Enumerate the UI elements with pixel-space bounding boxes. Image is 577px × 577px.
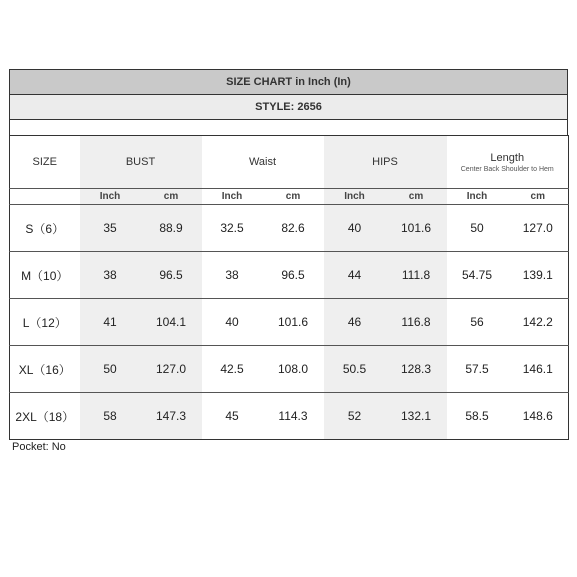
length-inch-cell: 54.75 <box>447 252 508 299</box>
length-cm-cell: 146.1 <box>508 346 569 393</box>
unit-label: cm <box>386 189 447 205</box>
length-inch-cell: 58.5 <box>447 393 508 440</box>
chart-title: SIZE CHART in Inch (In) <box>9 69 568 94</box>
table-row <box>10 205 569 252</box>
unit-label: cm <box>141 189 202 205</box>
waist-inch-cell: 40 <box>202 299 263 346</box>
table-row <box>10 393 569 440</box>
waist-inch-cell: 42.5 <box>202 346 263 393</box>
length-label: Length <box>490 151 525 164</box>
units-row <box>10 189 569 205</box>
bust-cm-cell: 96.5 <box>141 252 202 299</box>
unit-label: cm <box>263 189 324 205</box>
hips-inch-cell: 44 <box>324 252 386 299</box>
size-table <box>9 135 569 440</box>
size-cell: S（6） <box>10 205 80 252</box>
hips-inch-cell: 52 <box>324 393 386 440</box>
style-label: STYLE: 2656 <box>9 94 568 119</box>
table-row <box>10 299 569 346</box>
hips-header: HIPS <box>324 136 447 189</box>
spacer-row <box>9 119 568 135</box>
bust-cm-cell: 104.1 <box>141 299 202 346</box>
units-blank <box>10 189 80 205</box>
table-row <box>10 346 569 393</box>
bust-header: BUST <box>80 136 202 189</box>
waist-cm-cell: 82.6 <box>263 205 324 252</box>
bust-inch-cell: 41 <box>80 299 141 346</box>
length-cm-cell: 139.1 <box>508 252 569 299</box>
length-inch-cell: 56 <box>447 299 508 346</box>
bust-inch-cell: 38 <box>80 252 141 299</box>
size-cell: L（12） <box>10 299 80 346</box>
length-cm-cell: 142.2 <box>508 299 569 346</box>
header-row <box>10 136 569 189</box>
unit-label: Inch <box>80 189 141 205</box>
waist-cm-cell: 108.0 <box>263 346 324 393</box>
bust-inch-cell: 35 <box>80 205 141 252</box>
hips-cm-cell: 111.8 <box>386 252 447 299</box>
waist-cm-cell: 96.5 <box>263 252 324 299</box>
waist-cm-cell: 101.6 <box>263 299 324 346</box>
hips-cm-cell: 116.8 <box>386 299 447 346</box>
unit-label: cm <box>508 189 569 205</box>
size-cell: XL（16） <box>10 346 80 393</box>
hips-cm-cell: 128.3 <box>386 346 447 393</box>
length-cm-cell: 127.0 <box>508 205 569 252</box>
unit-label: Inch <box>324 189 386 205</box>
hips-cm-cell: 101.6 <box>386 205 447 252</box>
size-chart <box>9 69 568 440</box>
waist-inch-cell: 38 <box>202 252 263 299</box>
unit-label: Inch <box>447 189 508 205</box>
size-cell: 2XL（18） <box>10 393 80 440</box>
bust-inch-cell: 50 <box>80 346 141 393</box>
hips-inch-cell: 50.5 <box>324 346 386 393</box>
waist-header: Waist <box>202 136 324 189</box>
length-inch-cell: 57.5 <box>447 346 508 393</box>
hips-cm-cell: 132.1 <box>386 393 447 440</box>
waist-cm-cell: 114.3 <box>263 393 324 440</box>
length-cm-cell: 148.6 <box>508 393 569 440</box>
pocket-note: Pocket: No <box>12 441 66 453</box>
length-inch-cell: 50 <box>447 205 508 252</box>
waist-inch-cell: 45 <box>202 393 263 440</box>
waist-inch-cell: 32.5 <box>202 205 263 252</box>
hips-inch-cell: 40 <box>324 205 386 252</box>
hips-inch-cell: 46 <box>324 299 386 346</box>
bust-inch-cell: 58 <box>80 393 141 440</box>
bust-cm-cell: 127.0 <box>141 346 202 393</box>
length-sublabel: Center Back Shoulder to Hem <box>460 165 554 173</box>
unit-label: Inch <box>202 189 263 205</box>
length-header <box>447 136 569 189</box>
bust-cm-cell: 88.9 <box>141 205 202 252</box>
table-row <box>10 252 569 299</box>
bust-cm-cell: 147.3 <box>141 393 202 440</box>
size-cell: M（10） <box>10 252 80 299</box>
size-header: SIZE <box>10 136 80 189</box>
